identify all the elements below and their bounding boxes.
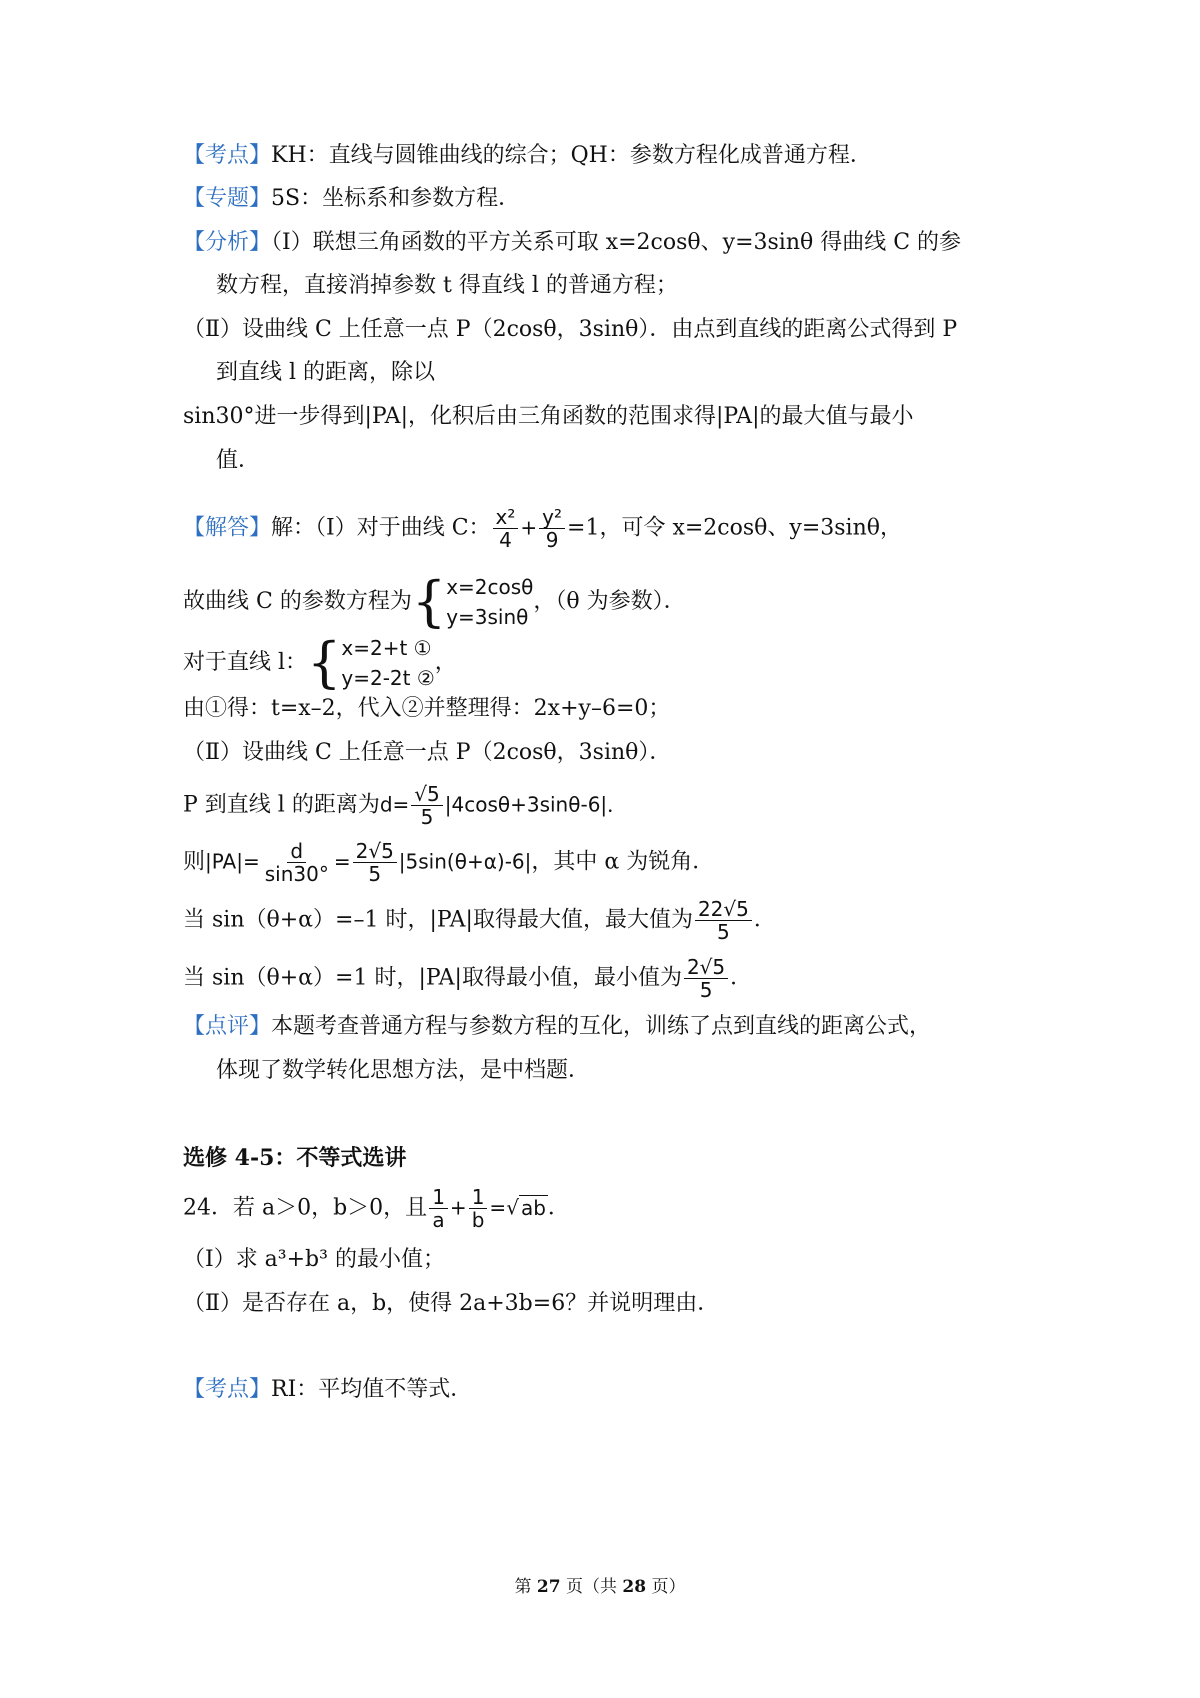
curve-param-line: 故曲线 C 的参数方程为 { x=2cosθ y=3sinθ ，（θ 为参数）． (183, 570, 686, 633)
line-text: KH：直线与圆锥曲线的综合；QH：参数方程化成普通方程． (271, 143, 872, 168)
page-number: 27 (536, 1577, 561, 1597)
analysis-part-2-cont2: sin30°进一步得到|PA|，化积后由三角函数的范围求得|PA|的最大值与最小 (183, 404, 914, 429)
line-text: RI：平均值不等式． (271, 1377, 473, 1402)
section-tag: 【考点】 (183, 1377, 272, 1402)
question-24-part-2: （Ⅱ）是否存在 a，b，使得 2a+3b=6？并说明理由． (183, 1291, 720, 1316)
page-total: 28 (622, 1577, 647, 1597)
analysis-part-2: （Ⅱ）设曲线 C 上任意一点 P（2cosθ，3sinθ）．由点到直线的距离公式得到 P (183, 317, 958, 342)
fraction: $\frac{\text{y²}}{9}$ (539, 506, 565, 551)
analysis-part-2-cont: 到直线 l 的距离，除以 (216, 360, 436, 385)
equation-system: { x=2+t ① y=2-2t ② (307, 631, 435, 694)
line-text: （Ⅰ）联想三角函数的平方关系可取 x=2cosθ、y=3sinθ 得曲线 C 的参 (271, 230, 962, 255)
question-24: 24．若 a＞0，b＞0，且 $\frac{1}{a}$ + $\frac{1}{b}$ =√ ab． (183, 1185, 570, 1232)
min-line: 当 sin（θ+α）=1 时，|PA|取得最小值，最小值为 $\frac{2√5}{5}$ ． (183, 955, 753, 1002)
analysis-part-2-cont3: 值． (216, 448, 261, 473)
zhuanti-line (183, 183, 520, 215)
pa-line: 则|PA|= $\frac{d}{\sin 30^\circ}$ = $\frac{2√5}{5}$ |5sin(θ+α)-6|，其中 α 为锐角． (183, 839, 715, 886)
fraction: $\frac{2√5}{5}$ (353, 840, 397, 885)
line-text: 本题考查普通方程与参数方程的互化，训练了点到直线的距离公式， (271, 1014, 932, 1039)
max-line: 当 sin（θ+α）=–1 时，|PA|取得最大值，最大值为 $\frac{22√5}{5}$ ． (183, 897, 776, 944)
section-tag: 【专题】 (183, 186, 272, 211)
distance-line: P 到直线 l 的距离为d= $\frac{√5}{5}$ |4cosθ+3sinθ-6|． (183, 782, 628, 829)
line-text: 5S：坐标系和参数方程． (271, 186, 521, 211)
fenxi-line-2: 数方程，直接消掉参数 t 得直线 l 的普通方程； (216, 273, 678, 298)
line-param-line: 对于直线 l： { x=2+t ① y=2-2t ② ， (183, 631, 457, 694)
page-footer: 第 27 页（共 28 页） (514, 1577, 686, 1597)
kaodian-line-2 (183, 1374, 472, 1406)
equation-system: { x=2cosθ y=3sinθ (411, 570, 534, 633)
line-text: 解：（Ⅰ）对于曲线 C： (271, 515, 491, 541)
fraction: $\frac{1}{a}$ (429, 1186, 448, 1231)
elimination-line: 由①得：t=x–2，代入②并整理得：2x+y–6=0； (183, 696, 671, 721)
jieda-line: 【解答】解：（Ⅰ）对于曲线 C： $\frac{\text{x²}}{4}$ + $\frac{\text{y²}}{9}$ =1，可令 x=2cosθ、y=3sinθ， (183, 505, 902, 552)
fraction: $\frac{d}{\sin 30^\circ}$ (264, 839, 329, 886)
part-2-line: （Ⅱ）设曲线 C 上任意一点 P（2cosθ，3sinθ）． (183, 740, 672, 765)
dianping-line (183, 1011, 931, 1043)
sqrt-radicand: ab (520, 1195, 546, 1220)
fraction: $\frac{√5}{5}$ (411, 783, 442, 828)
section-heading: 选修 4-5：不等式选讲 (183, 1145, 407, 1171)
fraction: $\frac{22√5}{5}$ (695, 898, 752, 943)
question-24-part-1: （Ⅰ）求 a³+b³ 的最小值； (183, 1247, 445, 1272)
dianping-line-2: 体现了数学转化思想方法，是中档题． (216, 1058, 591, 1083)
section-tag: 【点评】 (183, 1014, 272, 1039)
kaodian-line (183, 140, 872, 172)
fraction: $\frac{1}{b}$ (469, 1186, 488, 1231)
section-tag: 【考点】 (183, 143, 272, 168)
section-tag: 【分析】 (183, 230, 272, 255)
fenxi-line (183, 227, 961, 259)
fraction: $\frac{2√5}{5}$ (684, 956, 728, 1001)
fraction: $\frac{\text{x²}}{4}$ (493, 506, 519, 551)
section-tag: 【解答】 (183, 515, 272, 541)
